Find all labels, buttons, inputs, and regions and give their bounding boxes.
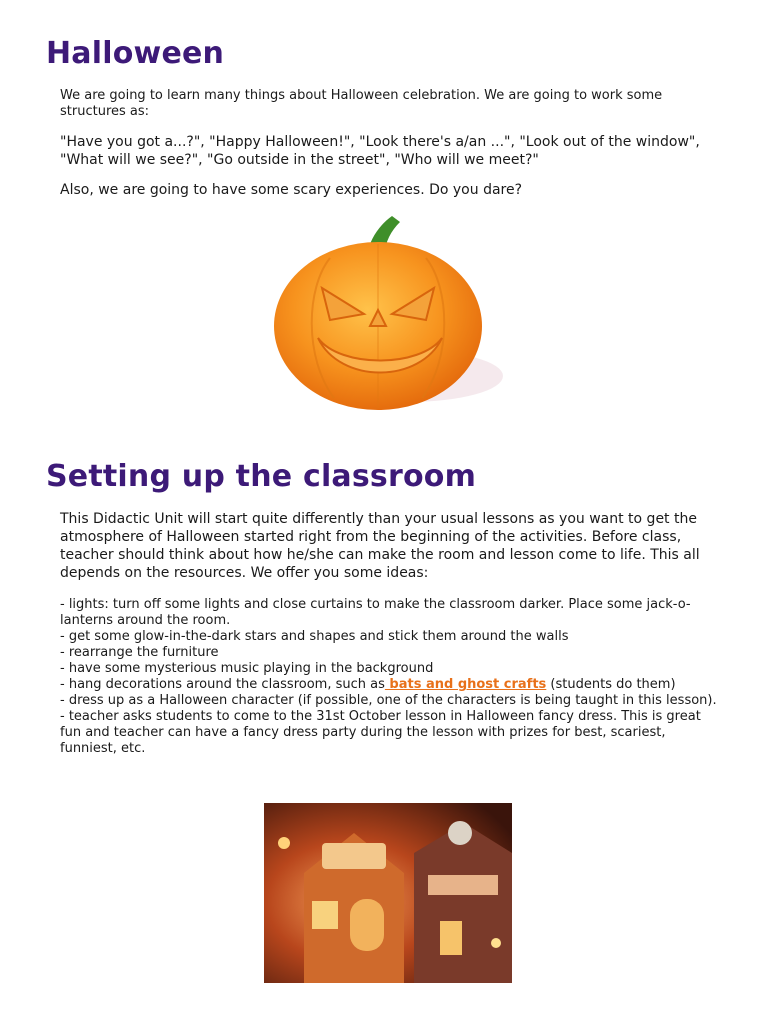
pumpkin-image [270,208,510,416]
ideas-list [60,597,720,757]
list-item: - have some mysterious music playing in the background [60,661,434,676]
list-item: - rearrange the furniture [60,645,219,660]
heading-setting-up-classroom: Setting up the classroom [46,459,477,494]
list-item [60,677,720,693]
decor-text-after: (students do them) [546,677,676,692]
heading-halloween: Halloween [46,36,225,71]
list-item: - get some glow-in-the-dark stars and shapes and stick them around the walls [60,629,569,644]
intro-paragraph: We are going to learn many things about Halloween celebration. We are going to work some structures as: [60,88,663,119]
list-item: - lights: turn off some lights and close curtains to make the classroom darker. Place some jack-o-lanterns around the room. [60,597,691,628]
dare-paragraph: Also, we are going to have some scary experiences. Do you dare? [60,182,523,198]
decor-text-before: - hang decorations around the classroom, such as [60,677,385,692]
structures-paragraph: "Have you got a...?", "Happy Halloween!", "Look there's a/an ...", "Look out of the window", "What will we see?", "Go outside in the street", "Who will we meet?" [60,134,700,168]
list-item: - teacher asks students to come to the 31st October lesson in Halloween fancy dress. This is great fun and teacher can have a fancy dress party during the lesson with prizes for best, scariest, funniest, etc. [60,709,701,756]
list-item: - dress up as a Halloween character (if possible, one of the characters is being taught in this lesson). [60,693,717,708]
bats-and-ghost-crafts-link[interactable]: bats and ghost crafts [384,677,547,692]
setup-intro-paragraph: This Didactic Unit will start quite differently than your usual lessons as you want to get the atmosphere of Halloween started right from the beginning of the activities. Before class, teacher should think about how he/she can make the room and lesson come to life. This all depends on the resources. We offer you some ideas: [60,511,700,581]
halloween-village-photo [264,803,512,983]
